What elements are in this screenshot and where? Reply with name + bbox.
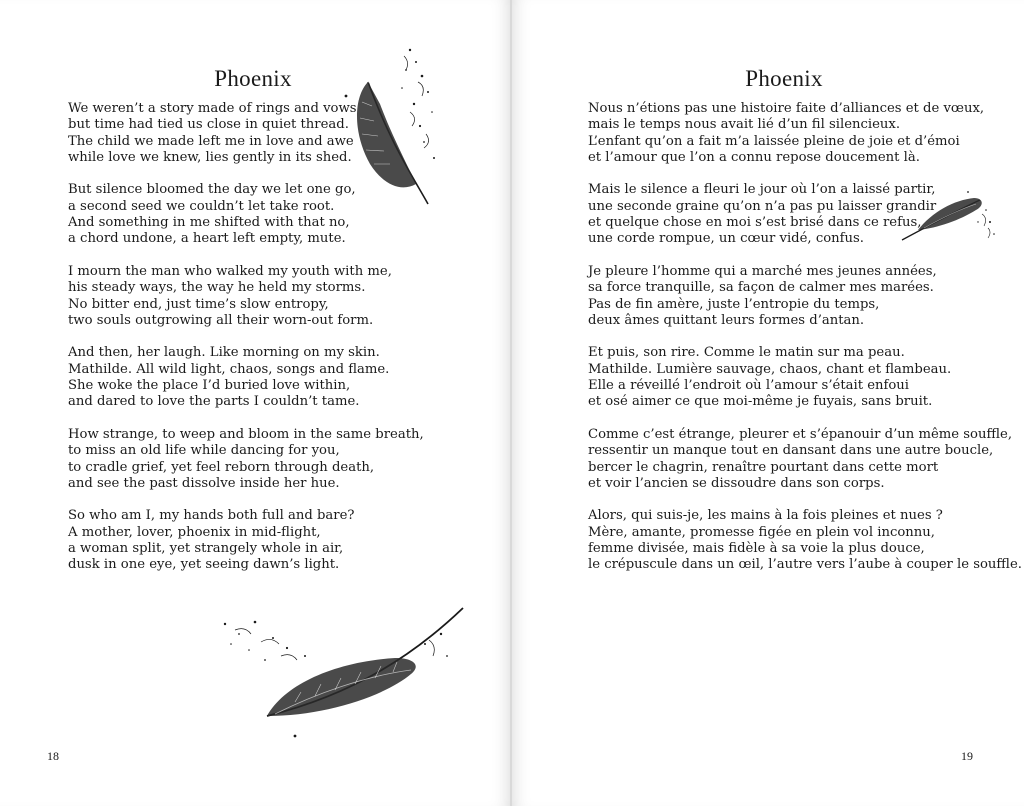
poem-line: Alors, qui suis-je, les mains à la fois pleines et nues ?	[588, 508, 943, 524]
poem-line: Mathilde. Lumière sauvage, chaos, chant et flambeau.	[588, 361, 952, 377]
poem-line: une corde rompue, un cœur vidé, confus.	[588, 231, 864, 247]
poem-line: and dared to love the parts I couldn’t tame.	[68, 394, 360, 410]
feather-illustration	[215, 604, 470, 744]
poem-line: deux âmes quittant leurs formes d’antan.	[588, 312, 865, 328]
poem-line: Mère, amante, promesse figée en plein vol inconnu,	[588, 524, 935, 540]
feather-illustration	[340, 42, 440, 208]
poem-body-french	[588, 101, 1022, 590]
poem-line: Mathilde. All wild light, chaos, songs and flame.	[68, 361, 390, 377]
stanza	[588, 427, 1022, 492]
poem-title: Phoenix	[214, 66, 292, 91]
stanza	[588, 508, 1022, 573]
stanza	[588, 345, 1022, 410]
poem-line: a chord undone, a heart left empty, mute.	[68, 231, 346, 247]
poem-line: while love we knew, lies gently in its shed.	[68, 149, 352, 165]
feather-illustration	[898, 188, 998, 244]
left-page	[0, 0, 510, 806]
page-number: 18	[47, 749, 59, 763]
poem-line: Je pleure l’homme qui a marché mes jeunes années,	[588, 263, 937, 279]
poem-line: une seconde graine qu’on n’a pas pu laisser grandir	[588, 198, 937, 214]
poem-line: et quelque chose en moi s’est brisé dans ce refus,	[588, 215, 922, 231]
right-page	[512, 0, 1024, 806]
poem-line: et osé aimer ce que moi-même je fuyais, sans bruit.	[588, 394, 933, 410]
poem-line: to cradle grief, yet feel reborn through death,	[68, 459, 375, 475]
poem-line: And then, her laugh. Like morning on my skin.	[68, 345, 380, 361]
poem-line: The child we made left me in love and awe	[68, 133, 354, 149]
poem-line: and see the past dissolve inside her hue.	[68, 475, 340, 491]
poem-line: Comme c’est étrange, pleurer et s’épanouir d’un même souffle,	[588, 426, 1013, 442]
poem-line: sa force tranquille, sa façon de calmer mes marées.	[588, 280, 934, 296]
page-number: 19	[961, 749, 973, 763]
poem-line: bercer le chagrin, renaître pourtant dans cette mort	[588, 459, 939, 475]
poem-line: but time had tied us close in quiet thread.	[68, 117, 349, 133]
poem-line: dusk in one eye, yet seeing dawn’s light.	[68, 557, 340, 573]
poem-line: Nous n’étions pas une histoire faite d’alliances et de vœux,	[588, 101, 985, 116]
poem-line: et voir l’ancien se dissoudre dans son corps.	[588, 475, 885, 491]
poem-line: Elle a réveillé l’endroit où l’amour s’était enfoui	[588, 378, 910, 394]
poem-line: Et puis, son rire. Comme le matin sur ma peau.	[588, 345, 905, 361]
poem-line: So who am I, my hands both full and bare?	[68, 508, 355, 524]
poem-line: But silence bloomed the day we let one go,	[68, 182, 356, 198]
stanza	[68, 427, 424, 492]
stanza	[68, 264, 424, 329]
poem-line: a second seed we couldn’t let take root.	[68, 198, 335, 214]
poem-title: Phoenix	[745, 66, 823, 91]
poem-line: I mourn the man who walked my youth with me,	[68, 263, 392, 279]
poem-line: femme divisée, mais fidèle à sa voie la plus douce,	[588, 541, 925, 557]
poem-line: How strange, to weep and bloom in the same breath,	[68, 426, 424, 442]
poem-line: A mother, lover, phoenix in mid-flight,	[68, 524, 321, 540]
stanza	[588, 264, 1022, 329]
poem-line: Pas de fin amère, juste l’entropie du temps,	[588, 296, 880, 312]
stanza	[588, 101, 1022, 166]
poem-line: She woke the place I’d buried love within,	[68, 378, 351, 394]
poem-line: And something in me shifted with that no,	[68, 215, 350, 231]
poem-line: ressentir un manque tout en dansant dans une autre boucle,	[588, 443, 994, 459]
stanza	[68, 508, 424, 573]
poem-line: L’enfant qu’on a fait m’a laissée pleine de joie et d’émoi	[588, 133, 960, 149]
stanza	[68, 345, 424, 410]
poem-line: two souls outgrowing all their worn-out form.	[68, 312, 374, 328]
poem-line: Mais le silence a fleuri le jour où l’on a laissé partir,	[588, 182, 936, 198]
poem-line: No bitter end, just time’s slow entropy,	[68, 296, 329, 312]
poem-line: a woman split, yet strangely whole in air,	[68, 541, 344, 557]
poem-line: mais le temps nous avait lié d’un fil silencieux.	[588, 117, 901, 133]
poem-line: le crépuscule dans un œil, l’autre vers l’aube à couper le souffle.	[588, 557, 1022, 573]
poem-line: his steady ways, the way he held my storms.	[68, 280, 366, 296]
poem-line: et l’amour que l’on a connu repose doucement là.	[588, 149, 920, 165]
poem-line: to miss an old life while dancing for you,	[68, 443, 340, 459]
poem-line: We weren’t a story made of rings and vows	[68, 101, 357, 116]
